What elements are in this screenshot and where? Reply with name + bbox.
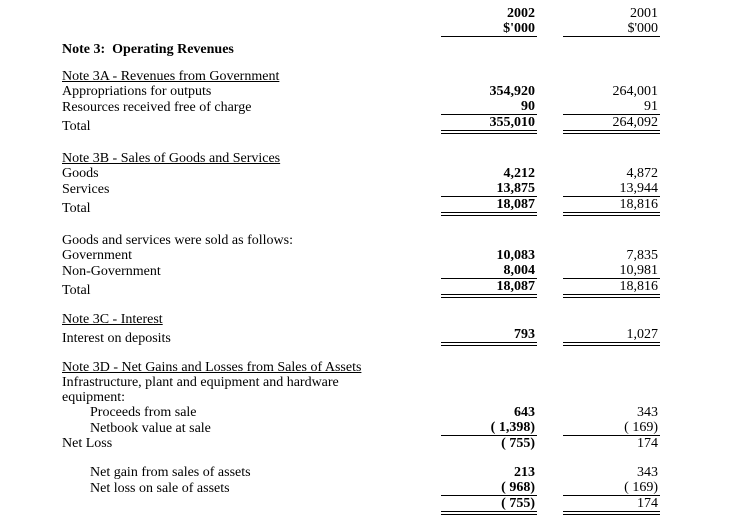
value-2001: 174 bbox=[637, 436, 658, 451]
row-label: Government bbox=[62, 248, 132, 263]
section-heading-3d: Note 3D - Net Gains and Losses from Sales of Assets bbox=[62, 360, 362, 375]
sold-intro-row bbox=[62, 233, 660, 248]
row-label: Net loss on sale of assets bbox=[90, 481, 230, 496]
row-label: Goods bbox=[62, 166, 99, 181]
value-2001: 174 bbox=[563, 496, 660, 515]
column-header-years bbox=[62, 6, 660, 21]
row-label: Net gain from sales of assets bbox=[90, 465, 251, 480]
value-2001: 7,835 bbox=[626, 248, 658, 263]
value-2002: 643 bbox=[514, 405, 535, 420]
infrastructure-intro-line1-row bbox=[62, 375, 660, 390]
value-2001: 18,816 bbox=[563, 197, 660, 216]
value-2001: 4,872 bbox=[626, 166, 658, 181]
row-services bbox=[62, 181, 660, 197]
row-net-loss-assets bbox=[62, 480, 660, 496]
row-label: Net Loss bbox=[62, 436, 113, 451]
value-2002: 18,087 bbox=[441, 197, 537, 216]
value-2001: 264,092 bbox=[563, 115, 660, 134]
section-heading-3c-row bbox=[62, 312, 660, 327]
row-net-total bbox=[62, 496, 660, 515]
value-2001: 264,001 bbox=[612, 84, 658, 99]
value-2002: ( 755) bbox=[441, 496, 537, 515]
section-heading-3b: Note 3B - Sales of Goods and Services bbox=[62, 151, 281, 166]
section-heading-3a-row bbox=[62, 69, 660, 84]
row-label: Resources received free of charge bbox=[62, 100, 252, 115]
value-2001: 343 bbox=[637, 405, 658, 420]
row-proceeds-from-sale bbox=[62, 405, 660, 420]
value-2002: ( 1,398) bbox=[441, 420, 537, 436]
value-2001: 13,944 bbox=[563, 181, 660, 197]
row-label: Proceeds from sale bbox=[90, 405, 197, 420]
value-2002: 8,004 bbox=[441, 263, 537, 279]
value-2002: 18,087 bbox=[441, 279, 537, 298]
value-2001: 343 bbox=[637, 465, 658, 480]
row-total-sold bbox=[62, 279, 660, 298]
value-2002: 354,920 bbox=[489, 84, 535, 99]
row-netbook-value bbox=[62, 420, 660, 436]
row-interest-on-deposits bbox=[62, 327, 660, 346]
value-2001: 10,981 bbox=[563, 263, 660, 279]
row-label: Netbook value at sale bbox=[90, 421, 211, 436]
sold-intro: Goods and services were sold as follows: bbox=[62, 233, 293, 248]
value-2001: 1,027 bbox=[563, 327, 660, 346]
section-heading-3d-row bbox=[62, 360, 660, 375]
section-heading-3c: Note 3C - Interest bbox=[62, 312, 163, 327]
infrastructure-intro-line2-row bbox=[62, 390, 660, 405]
value-2002: 13,875 bbox=[441, 181, 537, 197]
row-label: Total bbox=[62, 283, 91, 298]
unit-label-2001: $'000 bbox=[563, 21, 660, 37]
value-2002: 355,010 bbox=[441, 115, 537, 134]
section-heading-3a: Note 3A - Revenues from Government bbox=[62, 69, 280, 84]
value-2001: ( 169) bbox=[563, 420, 660, 436]
row-label: Total bbox=[62, 201, 91, 216]
row-resources bbox=[62, 99, 660, 115]
row-label: Services bbox=[62, 182, 110, 197]
note3-title-row bbox=[62, 42, 660, 57]
row-appropriations bbox=[62, 84, 660, 99]
row-label: Non-Government bbox=[62, 264, 161, 279]
value-2002: 213 bbox=[514, 465, 535, 480]
column-header-units bbox=[62, 21, 660, 37]
infrastructure-intro-line1: Infrastructure, plant and equipment and hardware bbox=[62, 375, 339, 390]
row-total-3a bbox=[62, 115, 660, 134]
value-2002: ( 968) bbox=[441, 480, 537, 496]
value-2002: 793 bbox=[441, 327, 537, 346]
row-goods bbox=[62, 166, 660, 181]
row-non-government bbox=[62, 263, 660, 279]
unit-label-2002: $'000 bbox=[441, 21, 537, 37]
row-label: Appropriations for outputs bbox=[62, 84, 212, 99]
fiscal-year-2002: 2002 bbox=[507, 6, 535, 21]
row-net-loss bbox=[62, 436, 660, 451]
value-2001: ( 169) bbox=[563, 480, 660, 496]
row-government bbox=[62, 248, 660, 263]
note3-title: Note 3: Operating Revenues bbox=[62, 42, 234, 57]
value-2002: 90 bbox=[441, 99, 537, 115]
infrastructure-intro-line2: equipment: bbox=[62, 390, 125, 405]
value-2002: 4,212 bbox=[503, 166, 535, 181]
row-label: Interest on deposits bbox=[62, 331, 171, 346]
value-2002: 10,083 bbox=[496, 248, 535, 263]
value-2001: 91 bbox=[563, 99, 660, 115]
fiscal-year-2001: 2001 bbox=[630, 6, 658, 21]
row-label: Total bbox=[62, 119, 91, 134]
row-net-gain-assets bbox=[62, 465, 660, 480]
section-heading-3b-row bbox=[62, 151, 660, 166]
row-total-3b bbox=[62, 197, 660, 216]
value-2001: 18,816 bbox=[563, 279, 660, 298]
value-2002: ( 755) bbox=[501, 436, 535, 451]
